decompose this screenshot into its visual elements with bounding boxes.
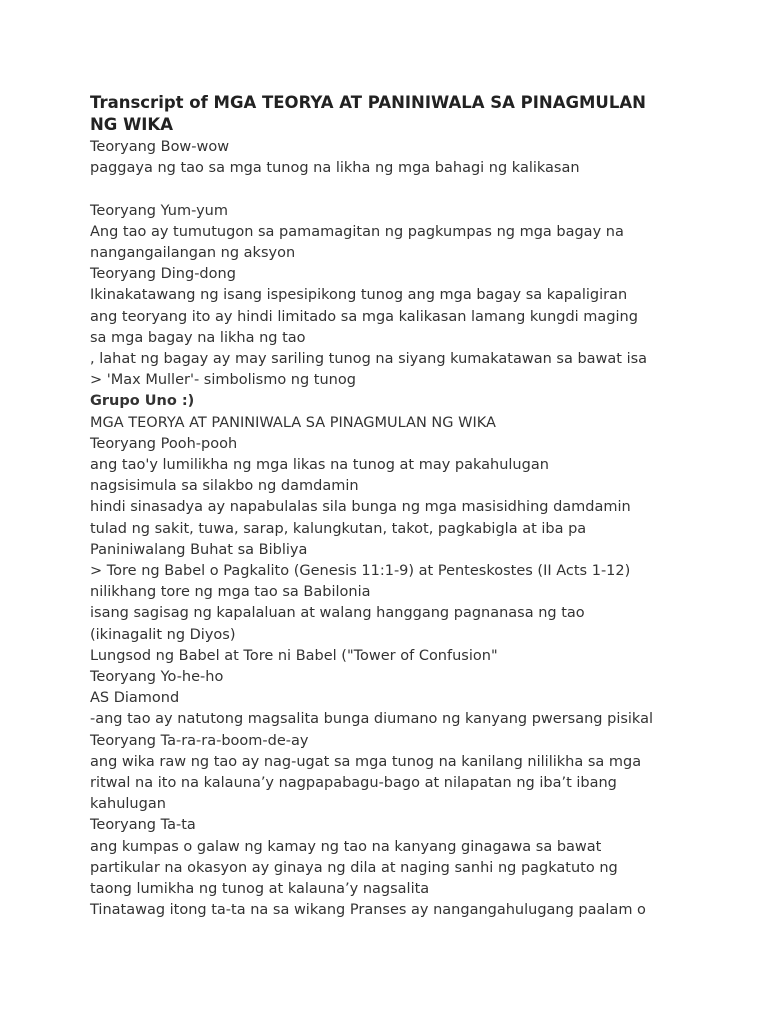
- text-line: paggaya ng tao sa mga tunog na likha ng mga bahagi ng kalikasan: [90, 160, 580, 177]
- text-line: ang tao'y lumilikha ng mga likas na tunog at may pakahulugan: [90, 457, 549, 474]
- text-line: Teoryang Bow-wow: [90, 139, 230, 155]
- document-title: [90, 92, 690, 136]
- text-line: Teoryang Ta-ra-ra-boom-de-ay: [90, 732, 309, 749]
- text-line: nagsisimula sa silakbo ng damdamin: [90, 478, 359, 495]
- text-line: Teoryang Ta-ta: [90, 817, 196, 834]
- text-line: AS Diamond: [90, 690, 180, 707]
- text-line: taong lumikha ng tunog at kalauna’y nagsalita: [90, 881, 430, 898]
- document-title-line: Transcript of MGA TEORYA AT PANINIWALA SA PINAGMULAN: [90, 93, 646, 112]
- text-line: ritwal na ito na kalauna’y nagpapabagu-bago at nilapatan ng iba’t ibang: [90, 775, 617, 792]
- text-line: nangangailangan ng aksyon: [90, 245, 296, 261]
- text-line: Tinatawag itong ta-ta na sa wikang Pranses ay nangangahulugang paalam o: [90, 902, 646, 919]
- text-line: > Tore ng Babel o Pagkalito (Genesis 11:1-9) at Penteskostes (II Acts 1-12): [90, 563, 631, 580]
- text-line: kahulugan: [90, 796, 166, 813]
- text-line: Ang tao ay tumutugon sa pamamagitan ng pagkumpas ng mga bagay na: [90, 223, 624, 240]
- text-line: partikular na okasyon ay ginaya ng dila at naging sanhi ng pagkatuto ng: [90, 859, 618, 876]
- text-line: ang teoryang ito ay hindi limitado sa mga kalikasan lamang kungdi maging: [90, 308, 638, 325]
- text-line: Teoryang Yo-he-ho: [90, 669, 224, 686]
- text-line: , lahat ng bagay ay may sariling tunog na siyang kumakatawan sa bawat isa: [90, 351, 648, 368]
- text-line: -ang tao ay natutong magsalita bunga diumano ng kanyang pwersang pisikal: [90, 711, 653, 728]
- text-line: MGA TEORYA AT PANINIWALA SA PINAGMULAN NG WIKA: [90, 414, 496, 431]
- blank-line: [90, 179, 690, 200]
- text-line: Teoryang Pooh-pooh: [90, 435, 238, 452]
- document-body: [90, 137, 690, 922]
- text-line: Paniniwalang Buhat sa Bibliya: [90, 541, 308, 558]
- text-line: isang sagisag ng kapalaluan at walang hanggang pagnanasa ng tao: [90, 605, 585, 622]
- text-line: (ikinagalit ng Diyos): [90, 626, 236, 643]
- text-line: Lungsod ng Babel at Tore ni Babel ("Tower of Confusion": [90, 647, 498, 664]
- section-heading: Grupo Uno :): [90, 393, 195, 410]
- text-line: hindi sinasadya ay napabulalas sila bunga ng mga masisidhing damdamin: [90, 499, 631, 516]
- text-line: tulad ng sakit, tuwa, sarap, kalungkutan, takot, pagkabigla at iba pa: [90, 520, 587, 537]
- text-line: ang kumpas o galaw ng kamay ng tao na kanyang ginagawa sa bawat: [90, 838, 602, 855]
- text-line: sa mga bagay na likha ng tao: [90, 329, 306, 346]
- text-line: nilikhang tore ng mga tao sa Babilonia: [90, 584, 371, 601]
- document-title-line: NG WIKA: [90, 115, 173, 134]
- text-line: Teoryang Ding-dong: [90, 266, 236, 283]
- text-line: Ikinakatawang ng isang ispesipikong tunog ang mga bagay sa kapaligiran: [90, 287, 628, 304]
- text-line: ang wika raw ng tao ay nag-ugat sa mga tunog na kanilang nililikha sa mga: [90, 753, 642, 770]
- text-line: Teoryang Yum-yum: [90, 202, 228, 219]
- text-line: > 'Max Muller'- simbolismo ng tunog: [90, 372, 356, 389]
- document-page: [90, 92, 690, 922]
